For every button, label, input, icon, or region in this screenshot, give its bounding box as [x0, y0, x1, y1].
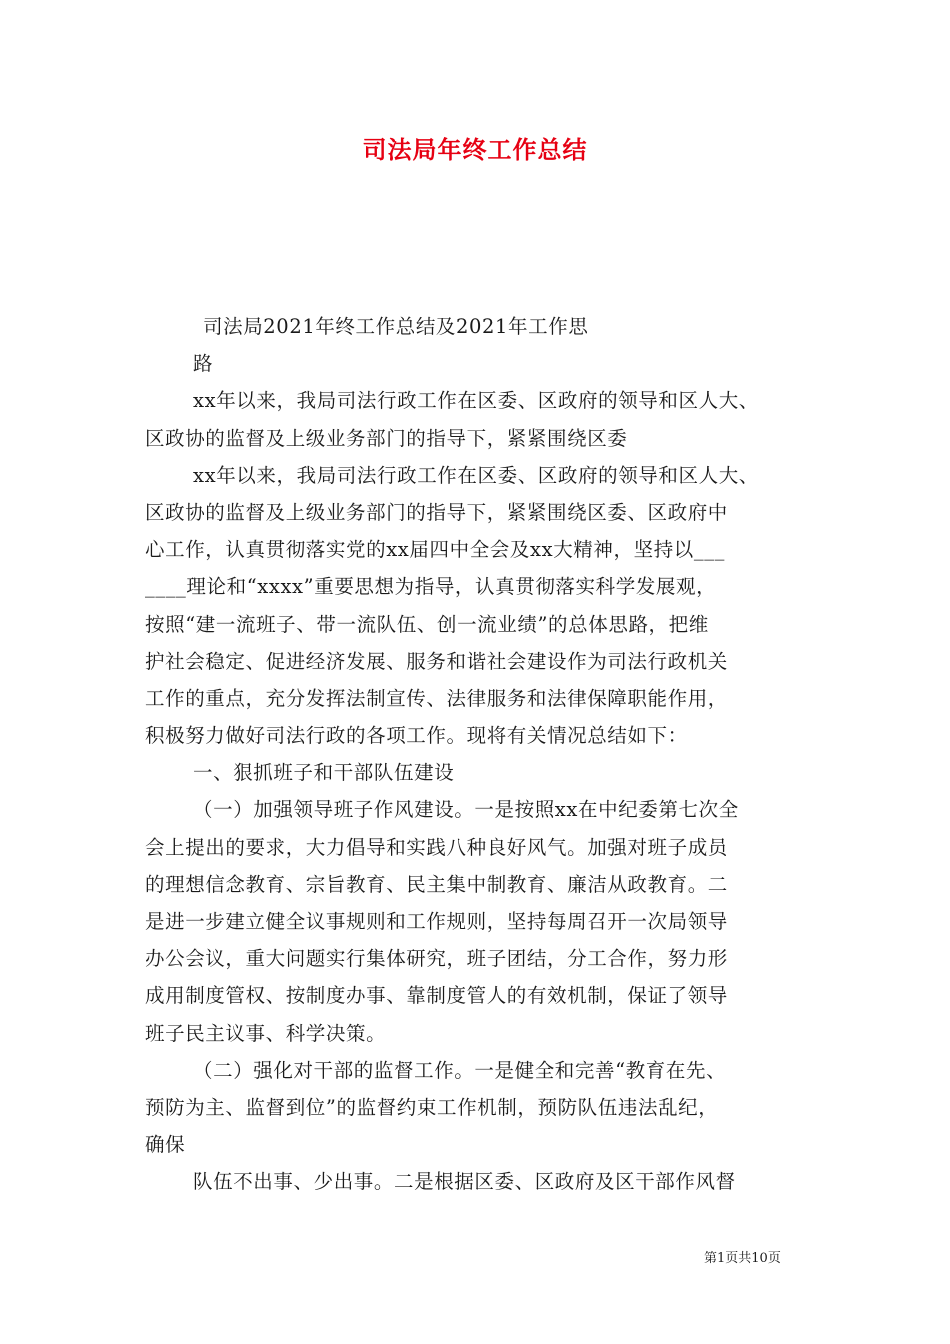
body-line: （二）强化对干部的监督工作。一是健全和完善“教育在先、	[193, 1058, 727, 1082]
body-line: 心工作，认真贯彻落实党的xx届四中全会及xx大精神，坚持以___	[145, 538, 725, 562]
body-line: 确保	[145, 1133, 186, 1157]
body-line: 一、狠抓班子和干部队伍建设	[193, 761, 455, 785]
body-line: 按照“建一流班子、带一流队伍、创一流业绩”的总体思路，把维	[145, 612, 709, 636]
body-line: 区政协的监督及上级业务部门的指导下，紧紧围绕区委、区政府中	[145, 500, 728, 524]
body-line: 的理想信念教育、宗旨教育、民主集中制教育、廉洁从政教育。二	[145, 872, 728, 896]
body-line: 办公会议，重大问题实行集体研究，班子团结，分工合作，努力形	[145, 947, 728, 971]
body-line: 预防为主、监督到位”的监督约束工作机制，预防队伍违法乱纪，	[145, 1095, 719, 1119]
body-line: 会上提出的要求，大力倡导和实践八种良好风气。加强对班子成员	[145, 835, 728, 859]
body-line: 是进一步建立健全议事规则和工作规则，坚持每周召开一次局领导	[145, 910, 728, 933]
body-line: xx年以来，我局司法行政工作在区委、区政府的领导和区人大、	[193, 389, 759, 413]
body-line: xx年以来，我局司法行政工作在区委、区政府的领导和区人大、	[193, 463, 759, 487]
body-line: 队伍不出事、少出事。二是根据区委、区政府及区干部作风督	[193, 1170, 736, 1194]
body-line: 路	[193, 352, 214, 376]
document-title: 司法局年终工作总结	[362, 136, 588, 164]
body-line: 护社会稳定、促进经济发展、服务和谐社会建设作为司法行政机关	[145, 649, 728, 673]
document-body	[145, 308, 810, 1201]
body-line: 司法局2021年终工作总结及2021年工作思	[203, 315, 589, 338]
body-line: 区政协的监督及上级业务部门的指导下，紧紧围绕区委	[145, 426, 628, 450]
body-line: （一）加强领导班子作风建设。一是按照xx在中纪委第七次全	[193, 798, 739, 822]
body-line: 积极努力做好司法行政的各项工作。现将有关情况总结如下：	[145, 724, 688, 748]
page-number: 第1页共10页	[704, 1251, 781, 1266]
body-line: 成用制度管权、按制度办事、靠制度管人的有效机制，保证了领导	[145, 984, 728, 1008]
body-line: 工作的重点，充分发挥法制宣传、法律服务和法律保障职能作用，	[145, 686, 728, 710]
body-line: 班子民主议事、科学决策。	[145, 1021, 387, 1045]
body-line: ____理论和“xxxx”重要思想为指导，认真贯彻落实科学发展观，	[145, 575, 717, 599]
